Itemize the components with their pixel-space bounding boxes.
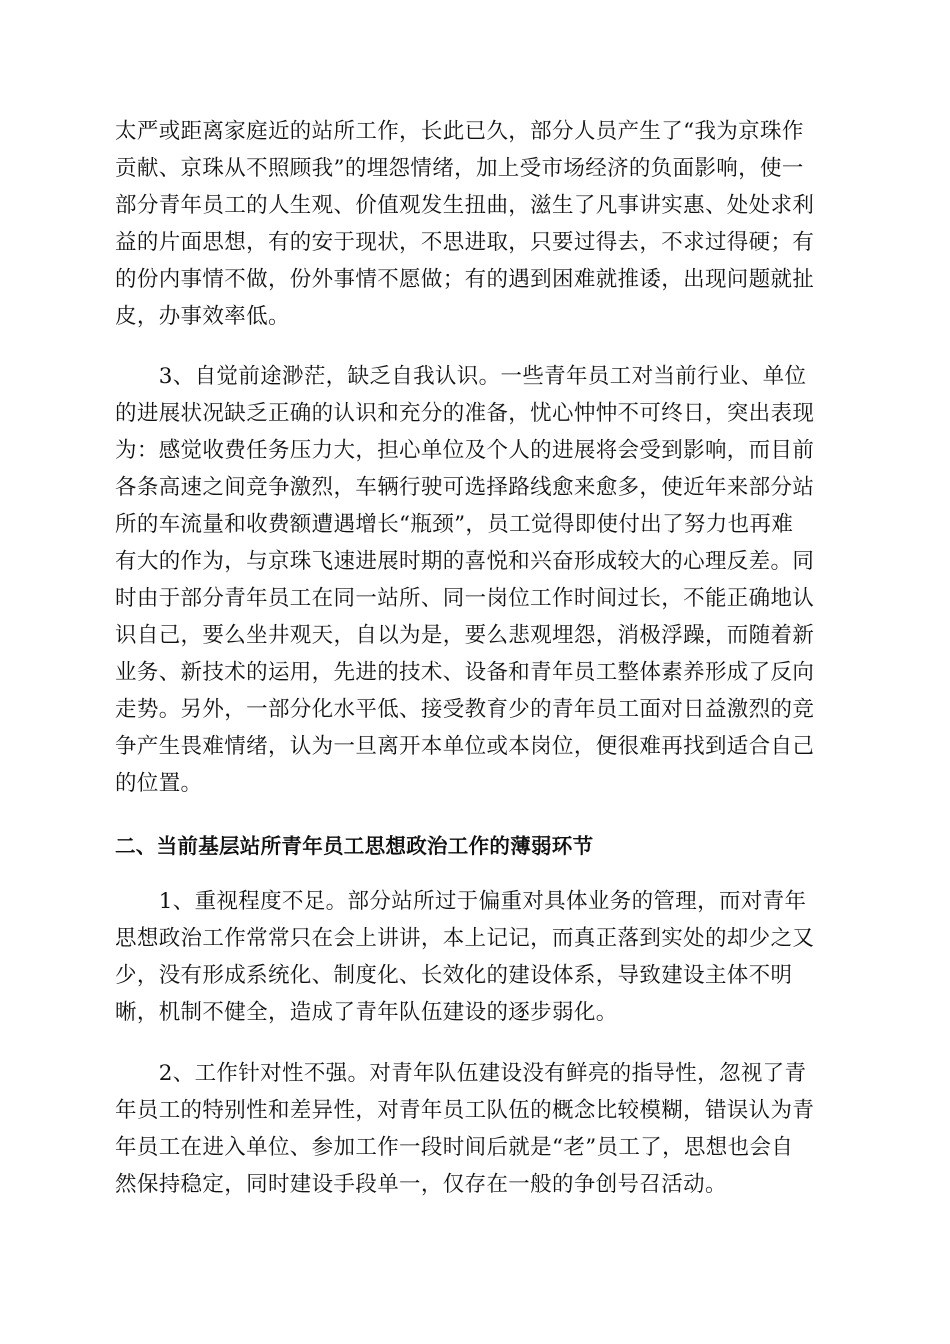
text-line: 皮，办事效率低。 — [115, 304, 290, 329]
paragraph-insufficient-attention — [115, 883, 837, 1031]
text-line: 晰，机制不健全，造成了青年队伍建设的逐步弱化。 — [115, 1000, 618, 1025]
text-line: 的份内事情不做，份外事情不愿做；有的遇到困难就推诿，出现问题就扯 — [115, 267, 815, 292]
paragraph-attitude-issues — [115, 113, 837, 335]
section-heading: 二、当前基层站所青年员工思想政治工作的薄弱环节 — [115, 834, 594, 858]
text-line: 然保持稳定，同时建设手段单一，仅存在一般的争创号召活动。 — [115, 1172, 727, 1197]
text-line: 贡献、京珠从不照顾我”的埋怨情绪，加上受市场经济的负面影响，使一 — [115, 156, 804, 181]
text-line: 益的片面思想，有的安于现状，不思进取，只要过得去，不求过得硬；有 — [115, 230, 815, 255]
text-line: 业务、新技术的运用，先进的技术、设备和青年员工整体素养形成了反向 — [115, 660, 815, 685]
text-line: 识自己，要么坐井观天，自以为是，要么悲观埋怨，消极浮躁，而随着新 — [115, 623, 815, 648]
paragraph-weak-targeting — [115, 1055, 837, 1203]
text-line: 争产生畏难情绪，认为一旦离开本单位或本岗位，便很难再找到适合自己 — [115, 734, 815, 759]
text-line: 走势。另外，一部分化水平低、接受教育少的青年员工面对日益激烈的竞 — [115, 697, 815, 722]
text-line: 部分青年员工的人生观、价值观发生扭曲，滋生了凡事讲实惠、处处求利 — [115, 193, 815, 218]
text-line: 少，没有形成系统化、制度化、长效化的建设体系，导致建设主体不明 — [115, 963, 793, 988]
text-line: 2、工作针对性不强。对青年队伍建设没有鲜亮的指导性，忽视了青 — [115, 1061, 807, 1086]
paragraph-self-awareness — [115, 358, 837, 802]
text-line: 年员工的特别性和差异性，对青年员工队伍的概念比较模糊，错误认为青 — [115, 1098, 815, 1123]
text-line: 思想政治工作常常只在会上讲讲，本上记记，而真正落到实处的却少之又 — [115, 926, 815, 951]
text-line: 太严或距离家庭近的站所工作，长此已久，部分人员产生了“我为京珠作 — [115, 119, 804, 144]
text-line: 时由于部分青年员工在同一站所、同一岗位工作时间过长，不能正确地认 — [115, 586, 815, 611]
text-line: 1、重视程度不足。部分站所过于偏重对具体业务的管理，而对青年 — [115, 889, 807, 914]
text-line: 年员工在进入单位、参加工作一段时间后就是“老”员工了，思想也会自 — [115, 1135, 794, 1160]
text-line: 的进展状况缺乏正确的认识和充分的准备，忧心忡忡不可终日，突出表现 — [115, 401, 815, 426]
text-line: 为：感觉收费任务压力大，担心单位及个人的进展将会受到影响，而目前 — [115, 438, 815, 463]
text-line: 各条高速之间竞争激烈，车辆行驶可选择路线愈来愈多，使近年来部分站 — [115, 475, 815, 500]
text-line: 所的车流量和收费额遭遇增长“瓶颈”，员工觉得即使付出了努力也再难 — [115, 512, 794, 537]
text-line: 有大的作为，与京珠飞速进展时期的喜悦和兴奋形成较大的心理反差。同 — [115, 549, 815, 574]
text-line: 3、自觉前途渺茫，缺乏自我认识。一些青年员工对当前行业、单位 — [115, 364, 807, 389]
text-line: 的位置。 — [115, 771, 203, 796]
